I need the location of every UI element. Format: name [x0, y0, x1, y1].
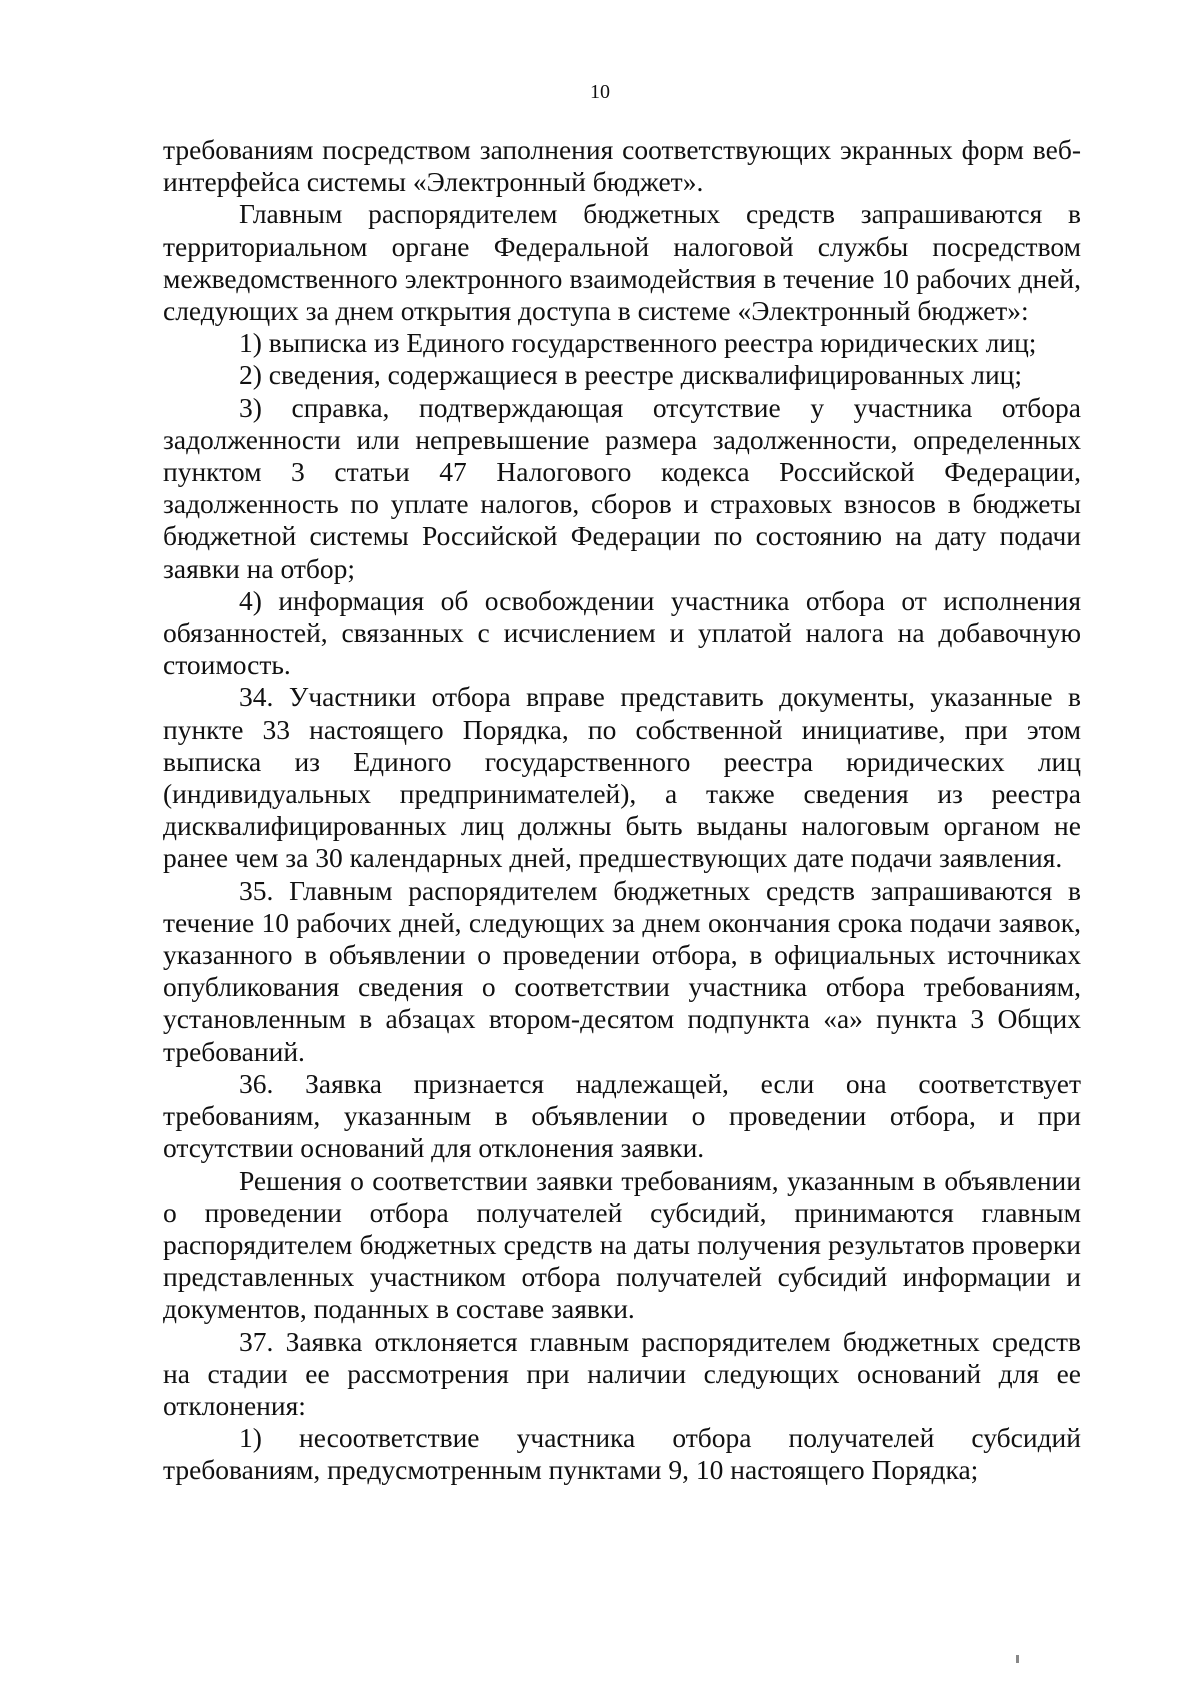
paragraph: требованиям посредством заполнения соответствующих экранных форм веб-интерфейса системы «Электронный бюджет». [163, 134, 1081, 198]
paragraph: 1) несоответствие участника отбора получателей субсидий требованиям, предусмотренным пунктами 9, 10 настоящего Порядка; [163, 1422, 1081, 1486]
paragraph: 35. Главным распорядителем бюджетных средств запрашиваются в течение 10 рабочих дней, следующих за днем окончания срока подачи заявок, указанного в объявлении о проведении отбора, в официальных источниках опубликования сведения о соответствии участника отбора требованиям, установленным в абзацах втором-десятом подпункта «а» пункта 3 Общих требований. [163, 874, 1081, 1067]
scan-mark [1016, 1655, 1019, 1663]
paragraph: 36. Заявка признается надлежащей, если она соответствует требованиям, указанным в объявлении о проведении отбора, и при отсутствии оснований для отклонения заявки. [163, 1067, 1081, 1164]
document-body [163, 134, 1081, 1487]
paragraph: Главным распорядителем бюджетных средств запрашиваются в территориальном органе Федеральной налоговой службы посредством межведомственного электронного взаимодействия в течение 10 рабочих дней, следующих за днем открытия доступа в системе «Электронный бюджет»: [163, 198, 1081, 327]
page-number: 10 [590, 81, 610, 103]
paragraph: 37. Заявка отклоняется главным распорядителем бюджетных средств на стадии ее рассмотрения при наличии следующих оснований для ее отклонения: [163, 1325, 1081, 1421]
paragraph: Решения о соответствии заявки требованиям, указанным в объявлении о проведении отбора получателей субсидий, принимаются главным распорядителем бюджетных средств на даты получения результатов проверки представленных участником отбора получателей субсидий информации и документов, поданных в составе заявки. [163, 1164, 1081, 1325]
paragraph: 2) сведения, содержащиеся в реестре дисквалифицированных лиц; [239, 359, 1023, 391]
paragraph: 1) выписка из Единого государственного реестра юридических лиц; [239, 327, 1037, 359]
paragraph: 3) справка, подтверждающая отсутствие у участника отбора задолженности или непревышение размера задолженности, определенных пунктом 3 статьи 47 Налогового кодекса Российской Федерации, задолженность по уплате налогов, сборов и страховых взносов в бюджеты бюджетной системы Российской Федерации по состоянию на дату подачи заявки на отбор; [163, 391, 1081, 584]
paragraph: 4) информация об освобождении участника отбора от исполнения обязанностей, связанных с исчислением и уплатой налога на добавочную стоимость. [163, 584, 1081, 681]
paragraph: 34. Участники отбора вправе представить документы, указанные в пункте 33 настоящего Порядка, по собственной инициативе, при этом выписка из Единого государственного реестра юридических лиц (индивидуальных предпринимателей), а также сведения из реестра дисквалифицированных лиц должны быть выданы налоговым органом не ранее чем за 30 календарных дней, предшествующих дате подачи заявления. [163, 681, 1081, 874]
